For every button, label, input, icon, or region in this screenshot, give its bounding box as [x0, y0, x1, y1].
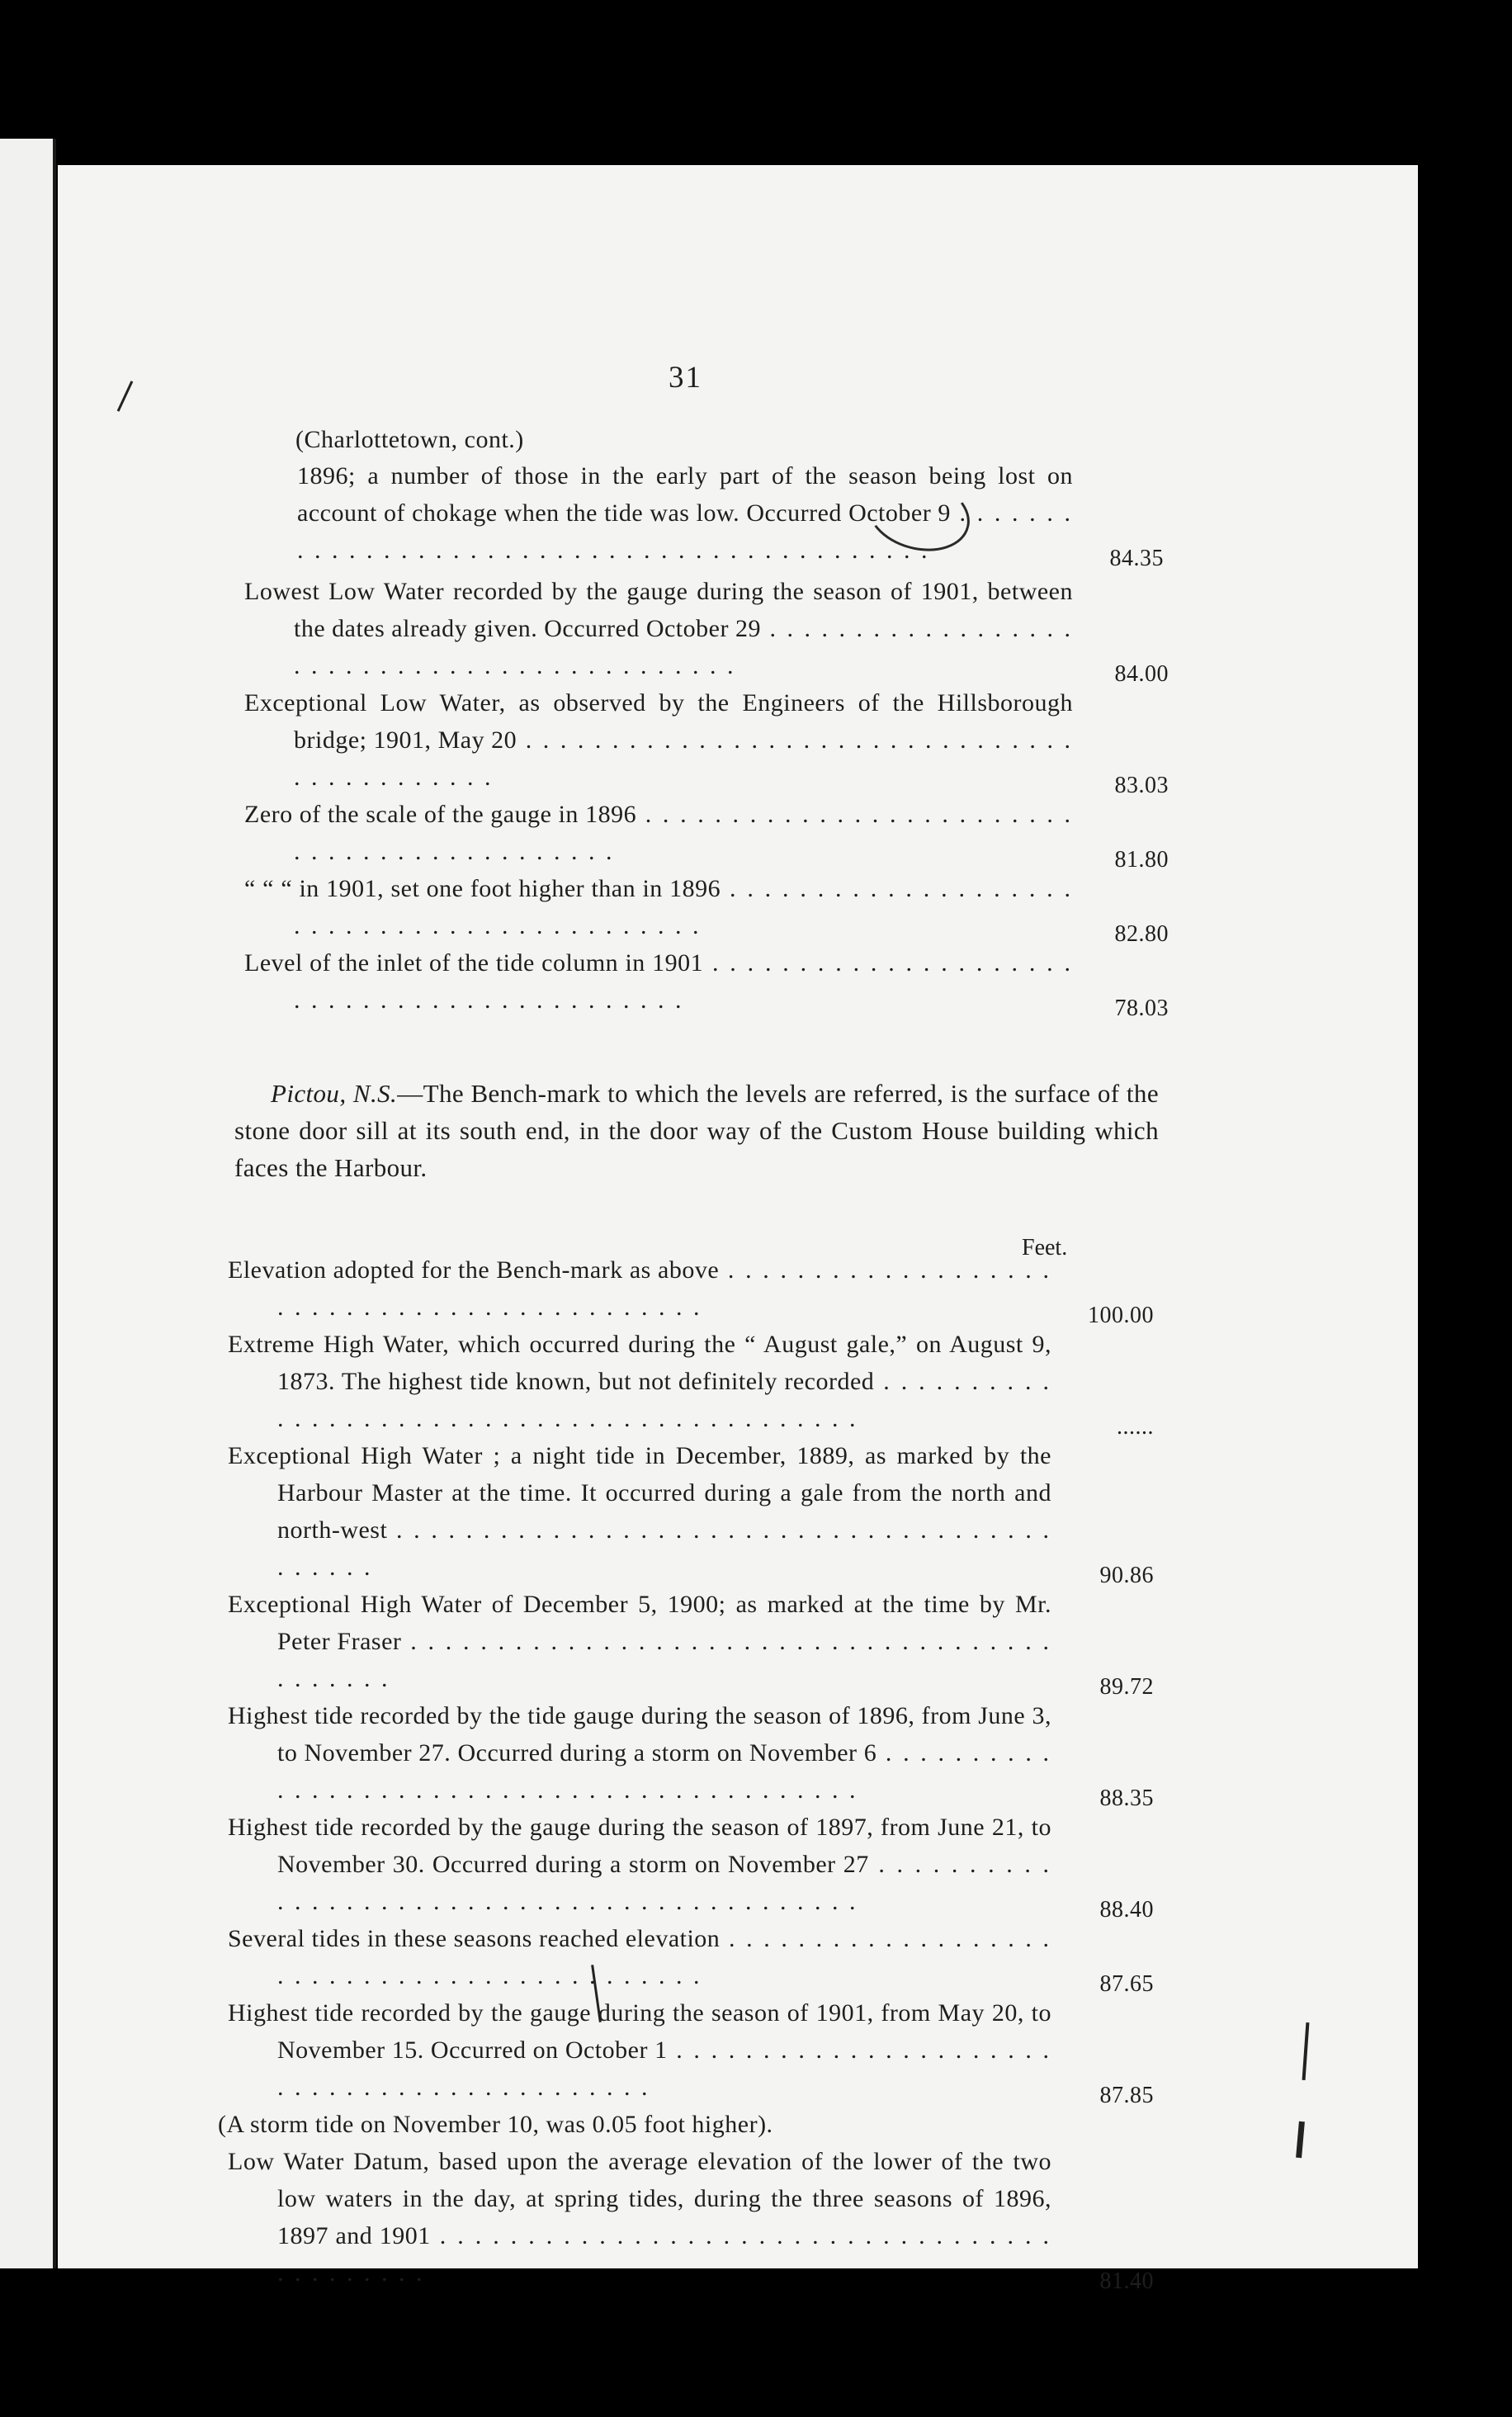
entry-value: ...... [1117, 1414, 1154, 1440]
entry-value: 83.03 [1114, 773, 1169, 798]
facing-page-edge [0, 139, 56, 2268]
entry-row [228, 1920, 1154, 1997]
column-header: Feet. [1022, 1235, 1068, 1261]
entry-row [228, 1251, 1154, 1328]
entry-value: 89.72 [1099, 1674, 1154, 1700]
entry-value: 90.86 [1099, 1563, 1154, 1588]
entry-text: Exceptional High Water ; a night tide in December, 1889, as marked by the Harbour Master at the time. It occurred during a gale from the north and north-west [228, 1442, 1051, 1544]
entry-row [228, 1326, 1154, 1440]
document-page [58, 165, 1418, 2294]
pencil-mark [1302, 2022, 1310, 2080]
entry-text: Extreme High Water, which occurred during the “ August gale,” on August 9, 1873. The highest tide known, but not definitely recorded [228, 1331, 1051, 1395]
pictou-paragraph [234, 1075, 1159, 1186]
header-text: (Charlottetown, cont.) [295, 426, 524, 453]
entry-text: Exceptional High Water of December 5, 1900; as marked at the time by Mr. Peter Fraser [228, 1591, 1051, 1655]
entry-row [244, 684, 1169, 798]
entry-value: 87.65 [1099, 1971, 1154, 1997]
entry-value: 81.80 [1114, 847, 1169, 873]
entry-value: 88.40 [1099, 1897, 1154, 1923]
entry-value: 87.85 [1099, 2083, 1154, 2108]
entry-value: 81.40 [1099, 2268, 1154, 2294]
entry-text: Highest tide recorded by the gauge during the season of 1901, from May 20, to November 15. Occurred on October 1 [228, 1999, 1051, 2064]
entry-value: 82.80 [1114, 921, 1169, 947]
paragraph-text: —The Bench-mark to which the levels are referred, is the surface of the stone door sill at its south end, in the door way of the Custom House building which faces the Harbour. [234, 1079, 1159, 1182]
pictou-intro [234, 1075, 1418, 1186]
entry-row [244, 573, 1169, 687]
entry-row [228, 1697, 1154, 1811]
entry-text: Several tides in these seasons reached elevation [228, 1925, 721, 1952]
entry-value: 84.00 [1114, 661, 1169, 687]
entry-value: 100.00 [1088, 1303, 1154, 1328]
entry-row [244, 944, 1169, 1021]
entry-text: Highest tide recorded by the tide gauge during the season of 1896, from June 3, to November 27. Occurred during a storm on November 6 [228, 1702, 1051, 1767]
charlottetown-entries [297, 457, 1164, 571]
pictou-entries [218, 1251, 1154, 2294]
entry-text: Lowest Low Water recorded by the gauge during the season of 1901, between the dates already given. Occurred October 29 [244, 578, 1073, 642]
entry-value: 88.35 [1099, 1786, 1154, 1811]
page-number: 31 [669, 361, 702, 395]
entry-text: 1896; a number of those in the early part of the season being lost on account of chokage when the tide was low. Occurred October 9 [297, 462, 1073, 527]
charlottetown-entries-2 [244, 573, 1169, 1021]
entry-text: Exceptional Low Water, as observed by the Engineers of the Hillsborough bridge; 1901, May 20 [244, 689, 1073, 754]
entry-text: Elevation adopted for the Bench-mark as above [228, 1256, 720, 1284]
charlottetown-section [295, 421, 1418, 458]
entry-value: 84.35 [1109, 546, 1164, 571]
place-name: Pictou, N.S. [271, 1079, 398, 1108]
entry-row [228, 1586, 1154, 1700]
entry-text: Zero of the scale of the gauge in 1896 [244, 801, 637, 828]
entry-value: 78.03 [1114, 996, 1169, 1021]
entry-text: (A storm tide on November 10, was 0.05 foot higher). [218, 2111, 773, 2138]
entry-row [228, 1437, 1154, 1588]
entry-row [244, 796, 1169, 873]
entry-row [228, 1809, 1154, 1923]
entry-row [218, 2106, 1051, 2143]
entry-row [228, 1994, 1154, 2108]
section-header [295, 421, 1121, 458]
entry-text: “ “ “ in 1901, set one foot higher than in 1896 [244, 875, 721, 902]
entry-text: Highest tide recorded by the gauge during the season of 1897, from June 21, to November 30. Occurred during a storm on November 27 [228, 1814, 1051, 1878]
entry-row [244, 870, 1169, 947]
entry-text: Low Water Datum, based upon the average elevation of the lower of the two low waters in the day, at spring tides, during the three seasons of 1896, 1897 and 1901 [228, 2148, 1051, 2249]
entry-text: Level of the inlet of the tide column in 1901 [244, 949, 704, 977]
entry-row [228, 2143, 1154, 2294]
